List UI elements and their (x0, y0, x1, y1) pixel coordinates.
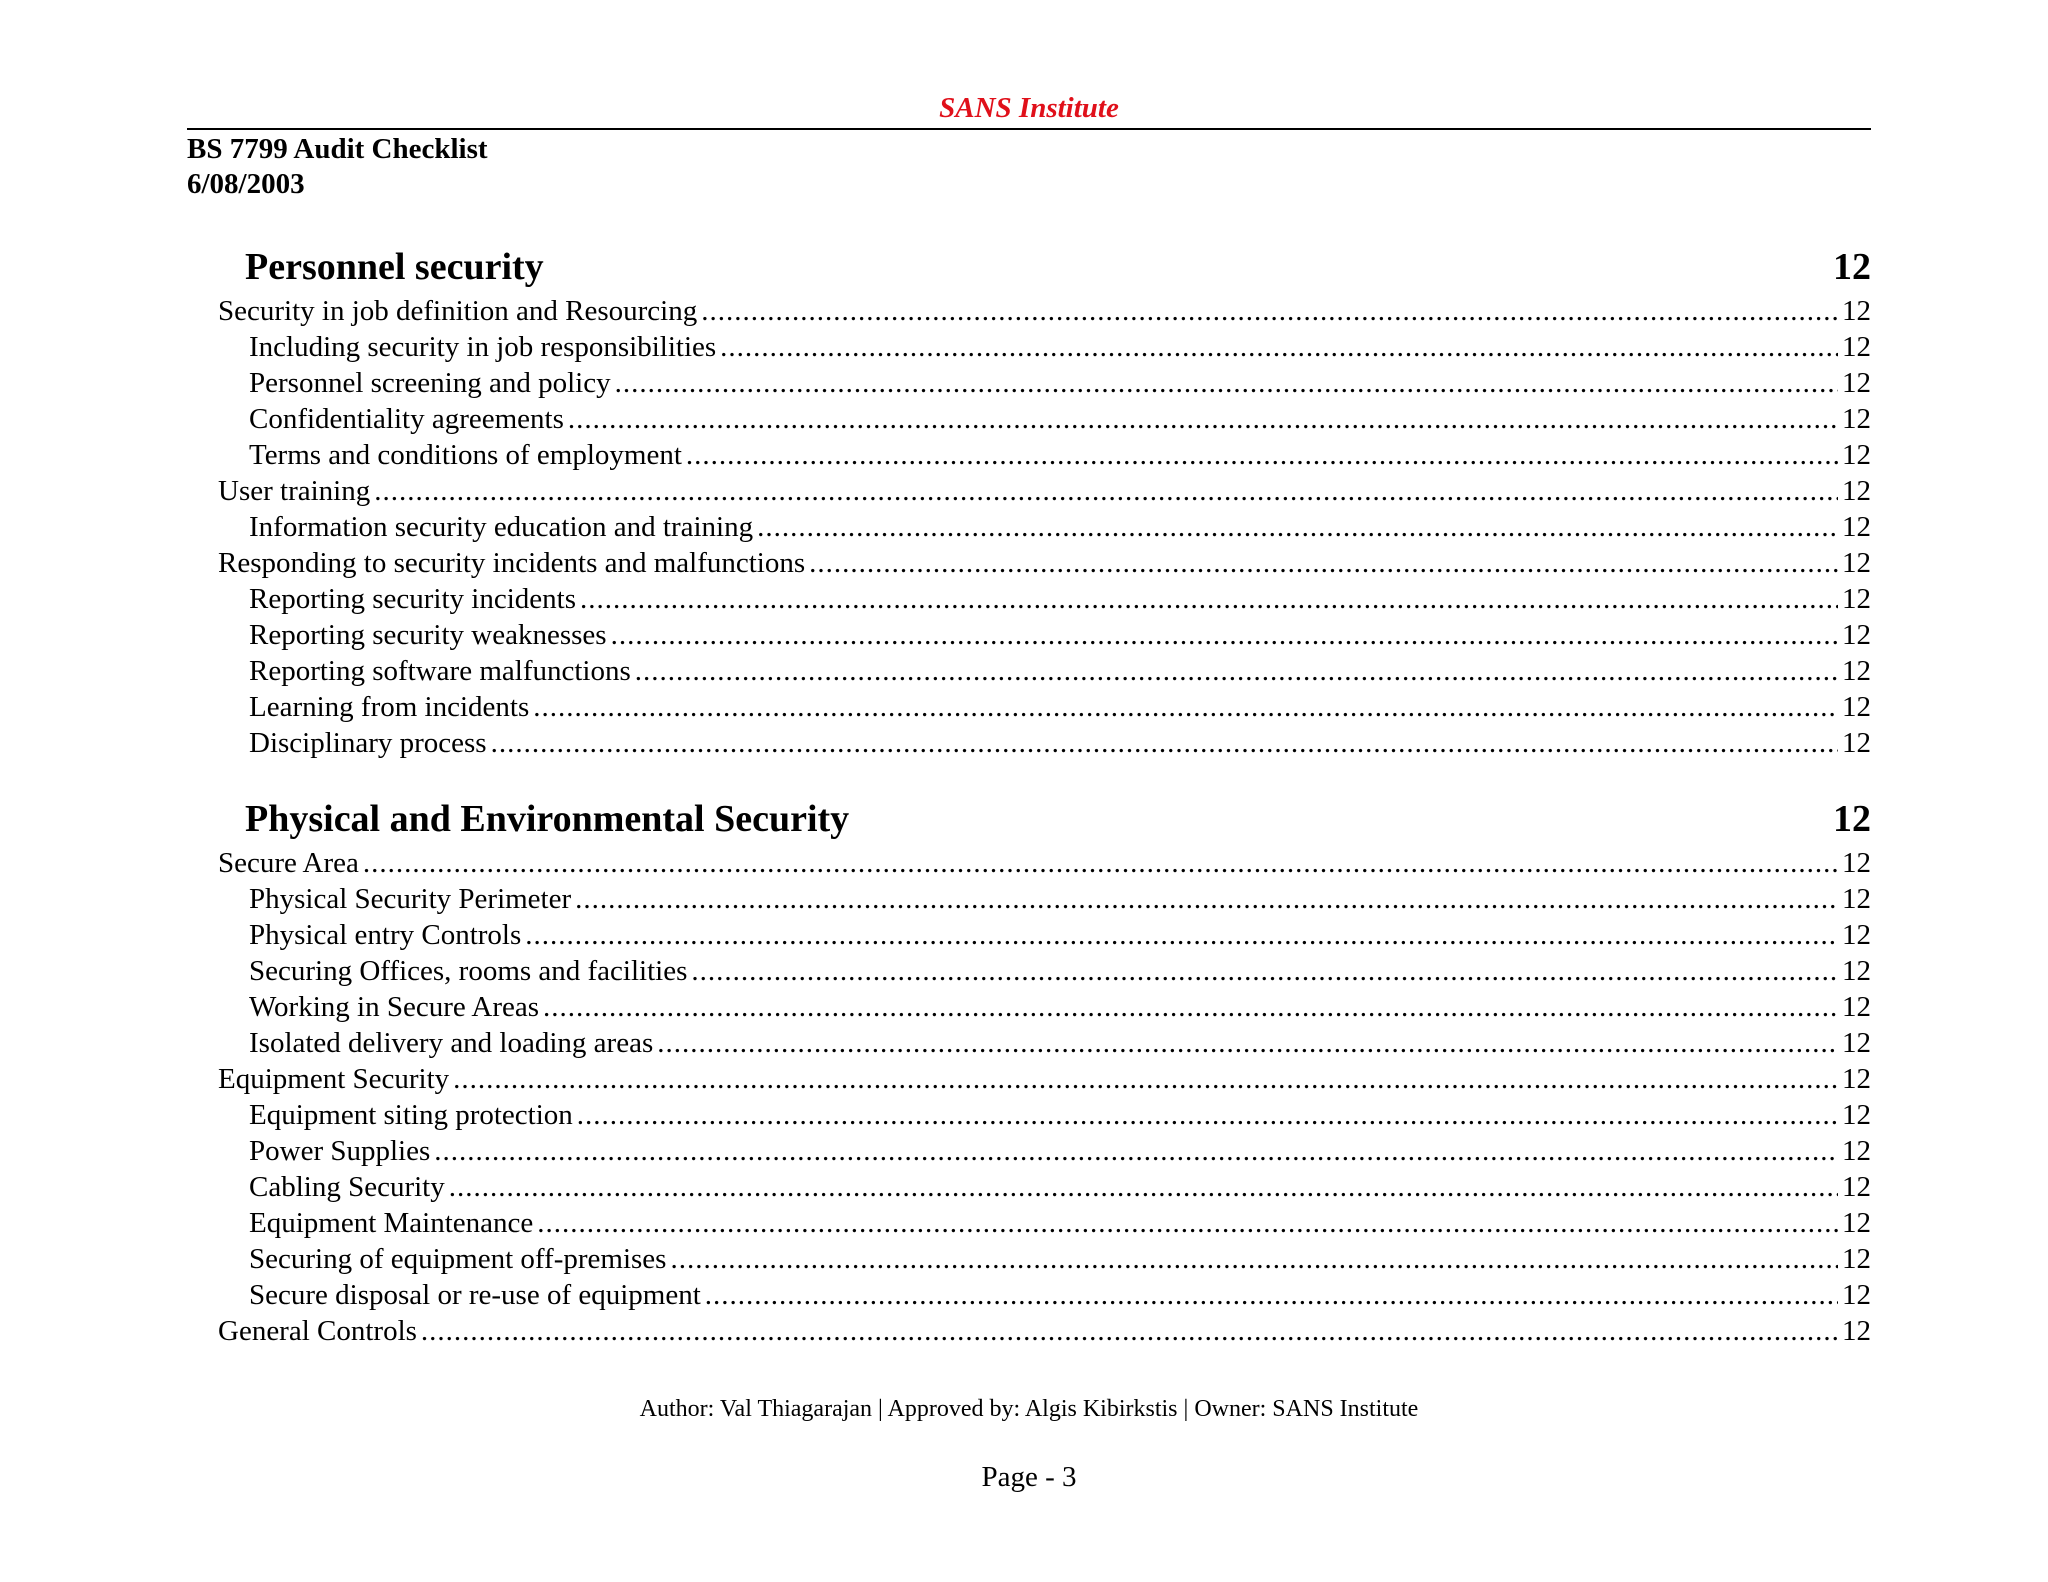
toc-entry[interactable] (249, 690, 1871, 724)
toc-entry-label: User training (218, 475, 371, 507)
toc-entry-page: 12 (1842, 619, 1871, 651)
toc-entry-page: 12 (1842, 991, 1871, 1023)
toc-entry[interactable] (249, 618, 1871, 652)
toc-entry[interactable] (249, 954, 1871, 988)
toc-entry[interactable] (249, 726, 1871, 760)
dot-leader (657, 1026, 1838, 1060)
dot-leader (701, 294, 1838, 328)
toc-entry[interactable] (218, 294, 1871, 328)
toc-entry-label: Including security in job responsibilities (249, 331, 717, 363)
toc-entry-page: 12 (1842, 295, 1871, 327)
toc-entry-page: 12 (1842, 1243, 1871, 1275)
dot-leader (757, 510, 1838, 544)
dot-leader (374, 474, 1838, 508)
toc-entry[interactable] (249, 882, 1871, 916)
toc-entry-page: 12 (1842, 331, 1871, 363)
toc-entry[interactable] (249, 918, 1871, 952)
toc-entry-page: 12 (1842, 1063, 1871, 1095)
dot-leader (705, 1278, 1838, 1312)
toc-entry-page: 12 (1842, 1099, 1871, 1131)
dot-leader (691, 954, 1838, 988)
toc-entry-page: 12 (1842, 367, 1871, 399)
toc-entry-page: 12 (1842, 1207, 1871, 1239)
toc-entry[interactable] (249, 438, 1871, 472)
dot-leader (611, 618, 1838, 652)
dot-leader (434, 1134, 1838, 1168)
toc-entry-label: Responding to security incidents and malfunctions (218, 547, 806, 579)
toc-entry-label: Securing of equipment off-premises (249, 1243, 667, 1275)
toc-entry[interactable] (249, 1134, 1871, 1168)
toc-entry-label: Learning from incidents (249, 691, 530, 723)
toc-entry-label: Disciplinary process (249, 727, 487, 759)
toc-entry-label: Security in job definition and Resourcing (218, 295, 698, 327)
toc-entry-label: Secure disposal or re-use of equipment (249, 1279, 701, 1311)
toc-entry-label: Securing Offices, rooms and facilities (249, 955, 688, 987)
toc-entry-label: Reporting security incidents (249, 583, 576, 615)
section-title: Physical and Environmental Security (245, 798, 850, 840)
dot-leader (525, 918, 1838, 952)
toc-entry[interactable] (218, 546, 1871, 580)
dot-leader (580, 582, 1838, 616)
toc-entry[interactable] (218, 1314, 1871, 1348)
toc-entry-page: 12 (1842, 475, 1871, 507)
toc-entry-label: Physical entry Controls (249, 919, 522, 951)
toc-entry[interactable] (249, 402, 1871, 436)
toc-entry-label: Secure Area (218, 847, 359, 879)
toc-entry-page: 12 (1842, 691, 1871, 723)
toc-entry-label: Working in Secure Areas (249, 991, 539, 1023)
running-head: SANS Institute (939, 92, 1119, 124)
dot-leader (577, 1098, 1838, 1132)
toc-entry-page: 12 (1842, 1027, 1871, 1059)
dot-leader (453, 1062, 1838, 1096)
section-title: Personnel security (245, 246, 544, 288)
dot-leader (686, 438, 1838, 472)
toc-entry[interactable] (249, 1170, 1871, 1204)
header-rule (187, 128, 1871, 130)
page-number: Page - 3 (981, 1461, 1077, 1493)
toc-entry[interactable] (249, 1278, 1871, 1312)
dot-leader (635, 654, 1838, 688)
dot-leader (533, 690, 1838, 724)
dot-leader (568, 402, 1838, 436)
toc-entry-page: 12 (1842, 1315, 1871, 1347)
dot-leader (421, 1314, 1838, 1348)
toc-entry-label: Reporting security weaknesses (249, 619, 607, 651)
toc-entry[interactable] (218, 474, 1871, 508)
toc-entry-page: 12 (1842, 547, 1871, 579)
toc-entry-label: General Controls (218, 1315, 417, 1347)
doc-date: 6/08/2003 (187, 168, 305, 200)
toc-entry-page: 12 (1842, 847, 1871, 879)
toc-entry-label: Equipment Security (218, 1063, 450, 1095)
toc-entry-label: Equipment siting protection (249, 1099, 573, 1131)
toc-entry-label: Personnel screening and policy (249, 367, 611, 399)
dot-leader (363, 846, 1838, 880)
dot-leader (720, 330, 1838, 364)
dot-leader (615, 366, 1838, 400)
footer-author-line: Author: Val Thiagarajan | Approved by: Algis Kibirkstis | Owner: SANS Institute (639, 1396, 1419, 1422)
toc-entry-label: Physical Security Perimeter (249, 883, 572, 915)
dot-leader (670, 1242, 1838, 1276)
dot-leader (491, 726, 1838, 760)
toc-entry-page: 12 (1842, 583, 1871, 615)
toc-entry-label: Power Supplies (249, 1135, 431, 1167)
toc-entry-page: 12 (1842, 1171, 1871, 1203)
toc-entry-page: 12 (1842, 511, 1871, 543)
section-heading[interactable] (245, 244, 1871, 290)
toc-entry[interactable] (249, 582, 1871, 616)
toc-entry[interactable] (249, 654, 1871, 688)
toc-entry[interactable] (249, 990, 1871, 1024)
toc-entry[interactable] (249, 1098, 1871, 1132)
toc-entry[interactable] (218, 846, 1871, 880)
toc-entry-page: 12 (1842, 883, 1871, 915)
section-page-number: 12 (1833, 798, 1871, 840)
toc-entry[interactable] (249, 366, 1871, 400)
doc-title: BS 7799 Audit Checklist (187, 133, 488, 165)
dot-leader (543, 990, 1838, 1024)
toc-entry-label: Isolated delivery and loading areas (249, 1027, 654, 1059)
toc-entry[interactable] (249, 1026, 1871, 1060)
toc-entry-label: Confidentiality agreements (249, 403, 564, 435)
dot-leader (449, 1170, 1838, 1204)
toc-entry-label: Information security education and training (249, 511, 754, 543)
toc-entry-label: Cabling Security (249, 1171, 445, 1203)
toc-entry[interactable] (249, 510, 1871, 544)
toc-entry[interactable] (249, 1242, 1871, 1276)
toc-entry-label: Terms and conditions of employment (249, 439, 682, 471)
toc-entry-page: 12 (1842, 403, 1871, 435)
dot-leader (537, 1206, 1838, 1240)
toc-entry[interactable] (218, 1062, 1871, 1096)
toc-entry[interactable] (249, 330, 1871, 364)
toc-entry-page: 12 (1842, 919, 1871, 951)
toc-entry-page: 12 (1842, 955, 1871, 987)
toc-entry-page: 12 (1842, 1279, 1871, 1311)
toc-entry-page: 12 (1842, 439, 1871, 471)
section-heading[interactable] (245, 796, 1871, 842)
toc-entry-label: Reporting software malfunctions (249, 655, 631, 687)
toc-entry[interactable] (249, 1206, 1871, 1240)
toc-entry-page: 12 (1842, 1135, 1871, 1167)
toc-entry-label: Equipment Maintenance (249, 1207, 534, 1239)
toc-entry-page: 12 (1842, 655, 1871, 687)
dot-leader (575, 882, 1838, 916)
section-page-number: 12 (1833, 246, 1871, 288)
toc-entry-page: 12 (1842, 727, 1871, 759)
dot-leader (809, 546, 1838, 580)
